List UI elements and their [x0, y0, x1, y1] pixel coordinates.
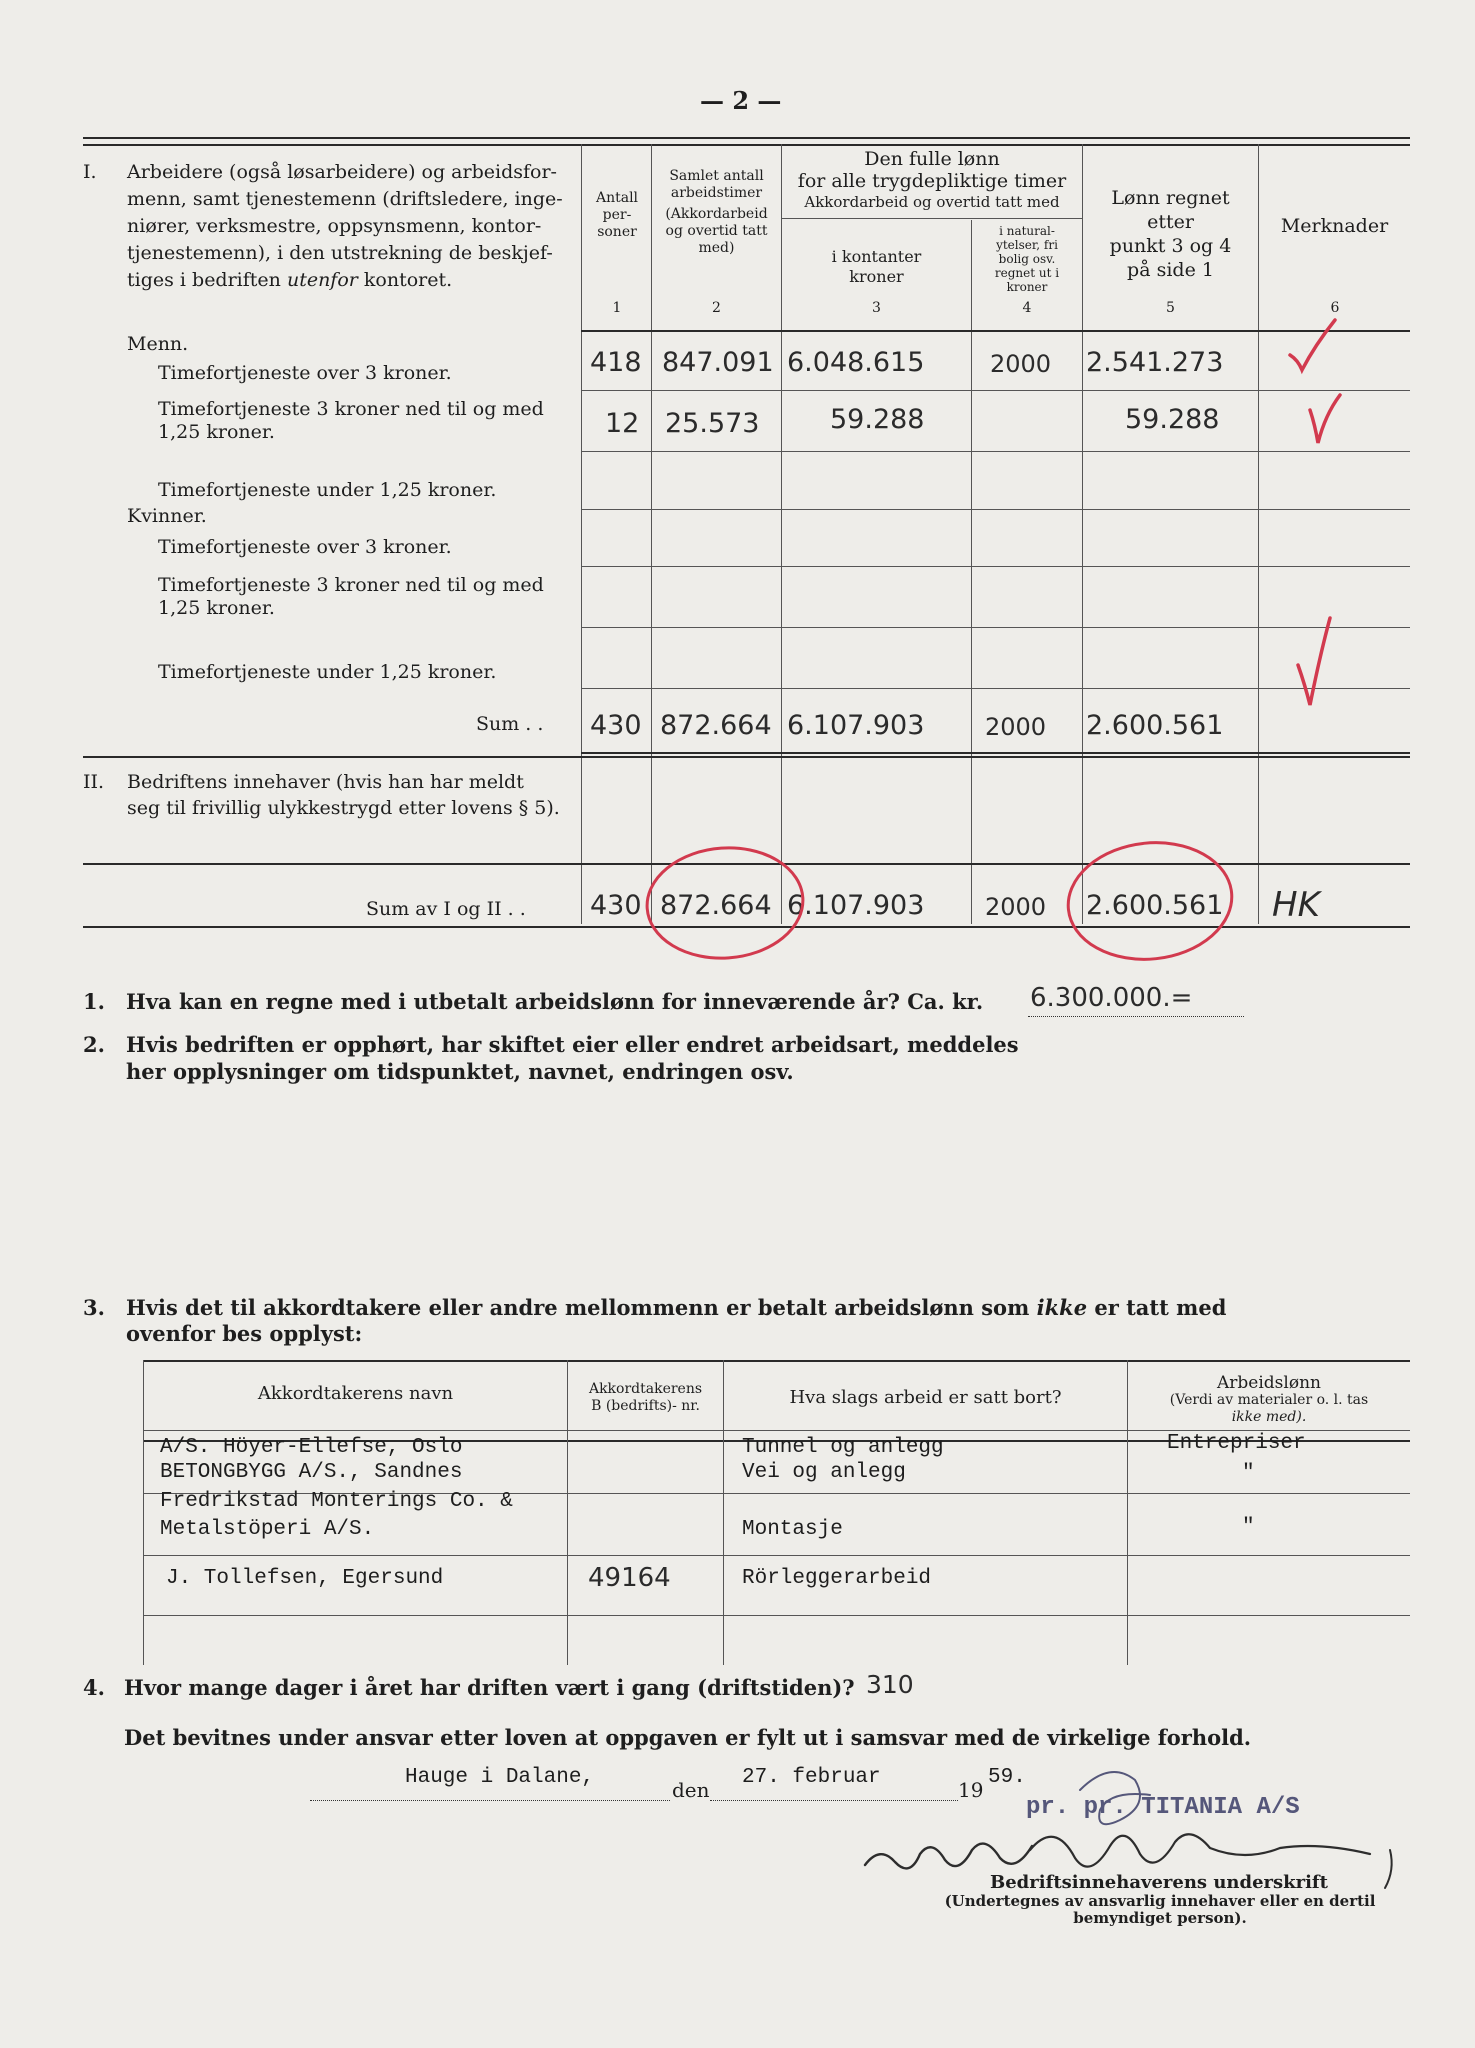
menn-mid-persons: 12: [605, 408, 640, 439]
contractor-4-name: Metalstöperi A/S.: [160, 1518, 375, 1541]
signature-scribble-icon: [1030, 1834, 1370, 1866]
section1-desc-line5: [127, 269, 452, 292]
menn-over3-natural: 2000: [990, 350, 1052, 378]
section1-desc-em: utenfor: [286, 269, 358, 291]
section1-desc-line5-text: tiges i bedriften: [127, 269, 287, 291]
table-top-rule-1: [83, 137, 1410, 139]
col3-header-l2: kroner: [849, 267, 904, 286]
col1-header-l2: per-: [602, 207, 632, 223]
kvinner-mid-label-1: Timefortjeneste 3 kroner ned til og med: [158, 574, 544, 596]
section2-sum-label: Sum av I og II . .: [366, 898, 526, 920]
signature-note-l1: (Undertegnes av ansvarlig innehaver eller en dertil: [944, 1892, 1376, 1910]
check-mark-icon: [1290, 320, 1335, 370]
contractors-header-rule: [143, 1430, 1410, 1431]
q4-answer: 310: [866, 1670, 914, 1699]
menn-mid-cash: 59.288: [830, 404, 925, 435]
kvinner-mid-label-2: 1,25 kroner.: [158, 597, 275, 619]
contractor-5-work: Rörleggerarbeid: [742, 1567, 932, 1590]
col2-header-l2: arbeidstimer: [670, 185, 763, 201]
col4-header-l1: i natural-: [999, 224, 1055, 238]
contractors-top-rule: [143, 1360, 1410, 1362]
section2-sum-hours: 872.664: [660, 890, 772, 921]
section1-desc-line3: niører, verksmestre, oppsynsmenn, kontor-: [127, 215, 542, 237]
q2-text-line1: Hvis bedriften er opphørt, har skiftet eier eller endret arbeidsart, meddeles: [126, 1032, 1019, 1057]
group-header-l3: Akkordarbeid og overtid tatt med: [804, 193, 1060, 211]
col4-header-l5: kroner: [1006, 280, 1048, 294]
contractors-header-name: Akkordtakerens navn: [257, 1383, 454, 1404]
contractor-5-bnr: 49164: [588, 1563, 671, 1593]
menn-over3-label: Timefortjeneste over 3 kroner.: [158, 362, 452, 384]
section2-roman: II.: [83, 771, 105, 793]
menn-mid-label-2: 1,25 kroner.: [158, 421, 275, 443]
sum-total: 2.600.561: [1086, 710, 1224, 741]
declaration-text: Det bevitnes under ansvar etter loven at oppgaven er fylt ut i samsvar med de virkelige forhold.: [124, 1725, 1252, 1750]
contractors-header-wage-l3: ikke med).: [1231, 1409, 1307, 1425]
menn-under-label: Timefortjeneste under 1,25 kroner.: [158, 479, 497, 501]
col-number-4: 4: [1022, 300, 1032, 316]
red-check-marks: [1260, 300, 1410, 740]
col5-header: [1083, 186, 1258, 282]
q4-text: Hvor mange dager i året har driften vært i gang (driftstiden)?: [124, 1675, 855, 1700]
check-mark-icon: [1298, 618, 1330, 705]
col-number-5: 5: [1166, 300, 1175, 316]
signature-label: Bedriftsinnehaverens underskrift: [990, 1872, 1328, 1893]
col-line-4: [971, 220, 972, 924]
signature-note-l2: bemyndiget person).: [1073, 1909, 1247, 1927]
q3-text-em: ikke: [1036, 1295, 1088, 1320]
menn-mid-hours: 25.573: [665, 408, 760, 439]
section1-desc-line4: tjenestemenn), i den utstrekning de beskjef-: [127, 242, 553, 264]
kvinner-over3-label: Timefortjeneste over 3 kroner.: [158, 536, 452, 558]
q4-number: 4.: [83, 1675, 105, 1700]
col5-header-l2: etter: [1147, 211, 1194, 233]
company-stamp: pr. pr. TITANIA A/S: [1026, 1794, 1300, 1821]
col5-header-l3: punkt 3 og 4: [1109, 235, 1232, 257]
menn-over3-hours: 847.091: [662, 347, 774, 378]
col4-header-l2: ytelser, fri: [996, 238, 1058, 252]
section2-desc-line1: Bedriftens innehaver (hvis han har meldt: [127, 771, 524, 793]
contractor-4-work: Montasje: [742, 1518, 843, 1541]
handwritten-signature: [850, 1750, 1410, 1890]
red-circle-marks: [630, 835, 1240, 975]
col4-header-l4: regnet ut i: [994, 266, 1060, 280]
contractor-2-work: Vei og anlegg: [742, 1461, 906, 1484]
q2-text-line2: her opplysninger om tidspunktet, navnet, endringen osv.: [126, 1059, 794, 1084]
contractors-header-bnr: [568, 1381, 723, 1415]
col4-header-l3: bolig osv.: [998, 252, 1056, 266]
col1-header: [583, 190, 651, 241]
kvinner-label: Kvinner.: [127, 505, 207, 527]
menn-over3-cash: 6.048.615: [787, 347, 925, 378]
contractor-1-work: Tunnel og anlegg: [742, 1436, 944, 1459]
contractors-row-rule-3: [143, 1615, 1410, 1616]
q3-text-line1: [126, 1294, 1226, 1321]
section1-desc-tail: kontoret.: [357, 269, 453, 291]
contractor-5-name: J. Tollefsen, Egersund: [166, 1567, 444, 1590]
col2-header-l4: og overtid tatt: [665, 223, 768, 239]
col2-header: [652, 168, 781, 257]
signature-scribble-icon: [1080, 1772, 1150, 1824]
section2-sum-cash: 6.107.903: [787, 890, 925, 921]
q1-answer: 6.300.000.=: [1030, 983, 1193, 1013]
contractor-3-name: Fredrikstad Monterings Co. &: [160, 1490, 513, 1513]
group-header-l1: Den fulle lønn: [864, 148, 1000, 170]
q3-text-line2: ovenfor bes opplyst:: [126, 1321, 363, 1346]
sum-persons: 430: [590, 710, 642, 741]
remark-initials: HK: [1272, 885, 1320, 925]
contractors-header-work: Hva slags arbeid er satt bort?: [789, 1387, 1062, 1408]
col4-header: [972, 224, 1082, 294]
menn-label: Menn.: [127, 333, 189, 355]
signature-year-prefix: 19: [958, 1778, 984, 1802]
sum-hours: 872.664: [660, 710, 772, 741]
col-number-1: 1: [612, 300, 622, 316]
q2-number: 2.: [83, 1032, 105, 1057]
section2-sum-persons: 430: [590, 890, 642, 921]
signature-scribble-icon: [1385, 1850, 1392, 1888]
page-number: — 2 —: [700, 86, 782, 115]
contractors-header-wage-l2: (Verdi av materialer o. l. tas: [1169, 1392, 1369, 1408]
q1-number: 1.: [83, 989, 105, 1014]
contractor-2-wage: ": [1242, 1462, 1255, 1485]
signature-note: [940, 1893, 1380, 1927]
circle-total-icon: [1062, 835, 1237, 967]
col2-header-l1: Samlet antall: [669, 168, 764, 184]
q3-number: 3.: [83, 1295, 105, 1320]
group-header: [782, 148, 1082, 212]
col-number-3: 3: [872, 300, 881, 316]
menn-over3-persons: 418: [590, 347, 642, 378]
col5-header-l4: på side 1: [1127, 259, 1214, 281]
signature-date: 27. februar: [742, 1766, 881, 1789]
check-mark-icon: [1310, 395, 1340, 443]
contractor-4-wage: ": [1242, 1516, 1255, 1539]
contractors-header-wage: [1128, 1375, 1410, 1426]
sum-top-rule: [581, 752, 1410, 754]
signature-scribble-icon: [865, 1844, 1032, 1869]
col6-header: Merknader: [1280, 215, 1389, 237]
col2-header-l3: (Akkordarbeid: [665, 206, 768, 222]
group-header-l2: for alle trygdepliktige timer: [797, 170, 1067, 192]
contractors-row-rule-2: [143, 1555, 1410, 1556]
col1-header-l3: soner: [597, 224, 637, 240]
sum-label: Sum . .: [476, 713, 544, 735]
circle-hours-icon: [643, 843, 806, 964]
signature-place: Hauge i Dalane,: [405, 1766, 595, 1789]
section-divider-1: [83, 756, 1410, 758]
menn-over3-total: 2.541.273: [1086, 347, 1224, 378]
place-dotted-line: [310, 1800, 670, 1801]
q3-text-b: er tatt med: [1087, 1295, 1227, 1320]
col-line-1: [581, 144, 582, 924]
col-line-2: [651, 144, 652, 924]
section1-desc-line2: menn, samt tjenestemenn (driftsledere, inge-: [127, 188, 563, 210]
section1-desc-line1: Arbeidere (også løsarbeidere) og arbeidsfor-: [127, 161, 557, 183]
contractor-2-name: BETONGBYGG A/S., Sandnes: [160, 1461, 463, 1484]
section2-sum-natural: 2000: [985, 893, 1047, 921]
q3-text-a: Hvis det til akkordtakere eller andre mellommenn er betalt arbeidslønn som: [126, 1295, 1037, 1320]
group-header-rule: [781, 218, 1082, 219]
section1-roman: I.: [83, 161, 97, 183]
contractors-header-wage-l1: Arbeidslønn: [1217, 1373, 1321, 1393]
menn-mid-total: 59.288: [1125, 404, 1220, 435]
table-top-rule-2: [83, 144, 1410, 146]
col2-header-l5: med): [698, 240, 735, 256]
section2-desc-line2: seg til frivillig ulykkestrygd etter lovens § 5).: [127, 797, 560, 819]
kvinner-under-label: Timefortjeneste under 1,25 kroner.: [158, 661, 497, 683]
col-number-6: 6: [1330, 300, 1340, 316]
col3-header: [782, 247, 971, 287]
contractor-1-wage: Entrepriser: [1167, 1432, 1306, 1455]
col5-header-l1: Lønn regnet: [1111, 187, 1230, 209]
signature-den: den: [672, 1778, 710, 1802]
contractor-1-name: A/S. Höyer-Ellefse, Oslo: [160, 1436, 463, 1459]
col3-header-l1: i kontanter: [831, 247, 922, 266]
col1-header-l1: Antall: [595, 190, 639, 206]
col-number-2: 2: [712, 300, 721, 316]
contractors-header-bnr-l2: B (bedrifts)- nr.: [591, 1398, 700, 1414]
signature-year: 59.: [988, 1766, 1026, 1789]
section2-sum-total: 2.600.561: [1086, 890, 1224, 921]
q1-answer-line: [1028, 1016, 1244, 1017]
q1-text: Hva kan en regne med i utbetalt arbeidslønn for inneværende år? Ca. kr.: [126, 989, 984, 1014]
sum-natural: 2000: [985, 713, 1047, 741]
col-line-6: [1258, 144, 1259, 924]
menn-mid-label-1: Timefortjeneste 3 kroner ned til og med: [158, 398, 544, 420]
contractors-left-border: [143, 1360, 144, 1665]
sum-cash: 6.107.903: [787, 710, 925, 741]
contractors-header-bnr-l1: Akkordtakerens: [588, 1381, 703, 1397]
